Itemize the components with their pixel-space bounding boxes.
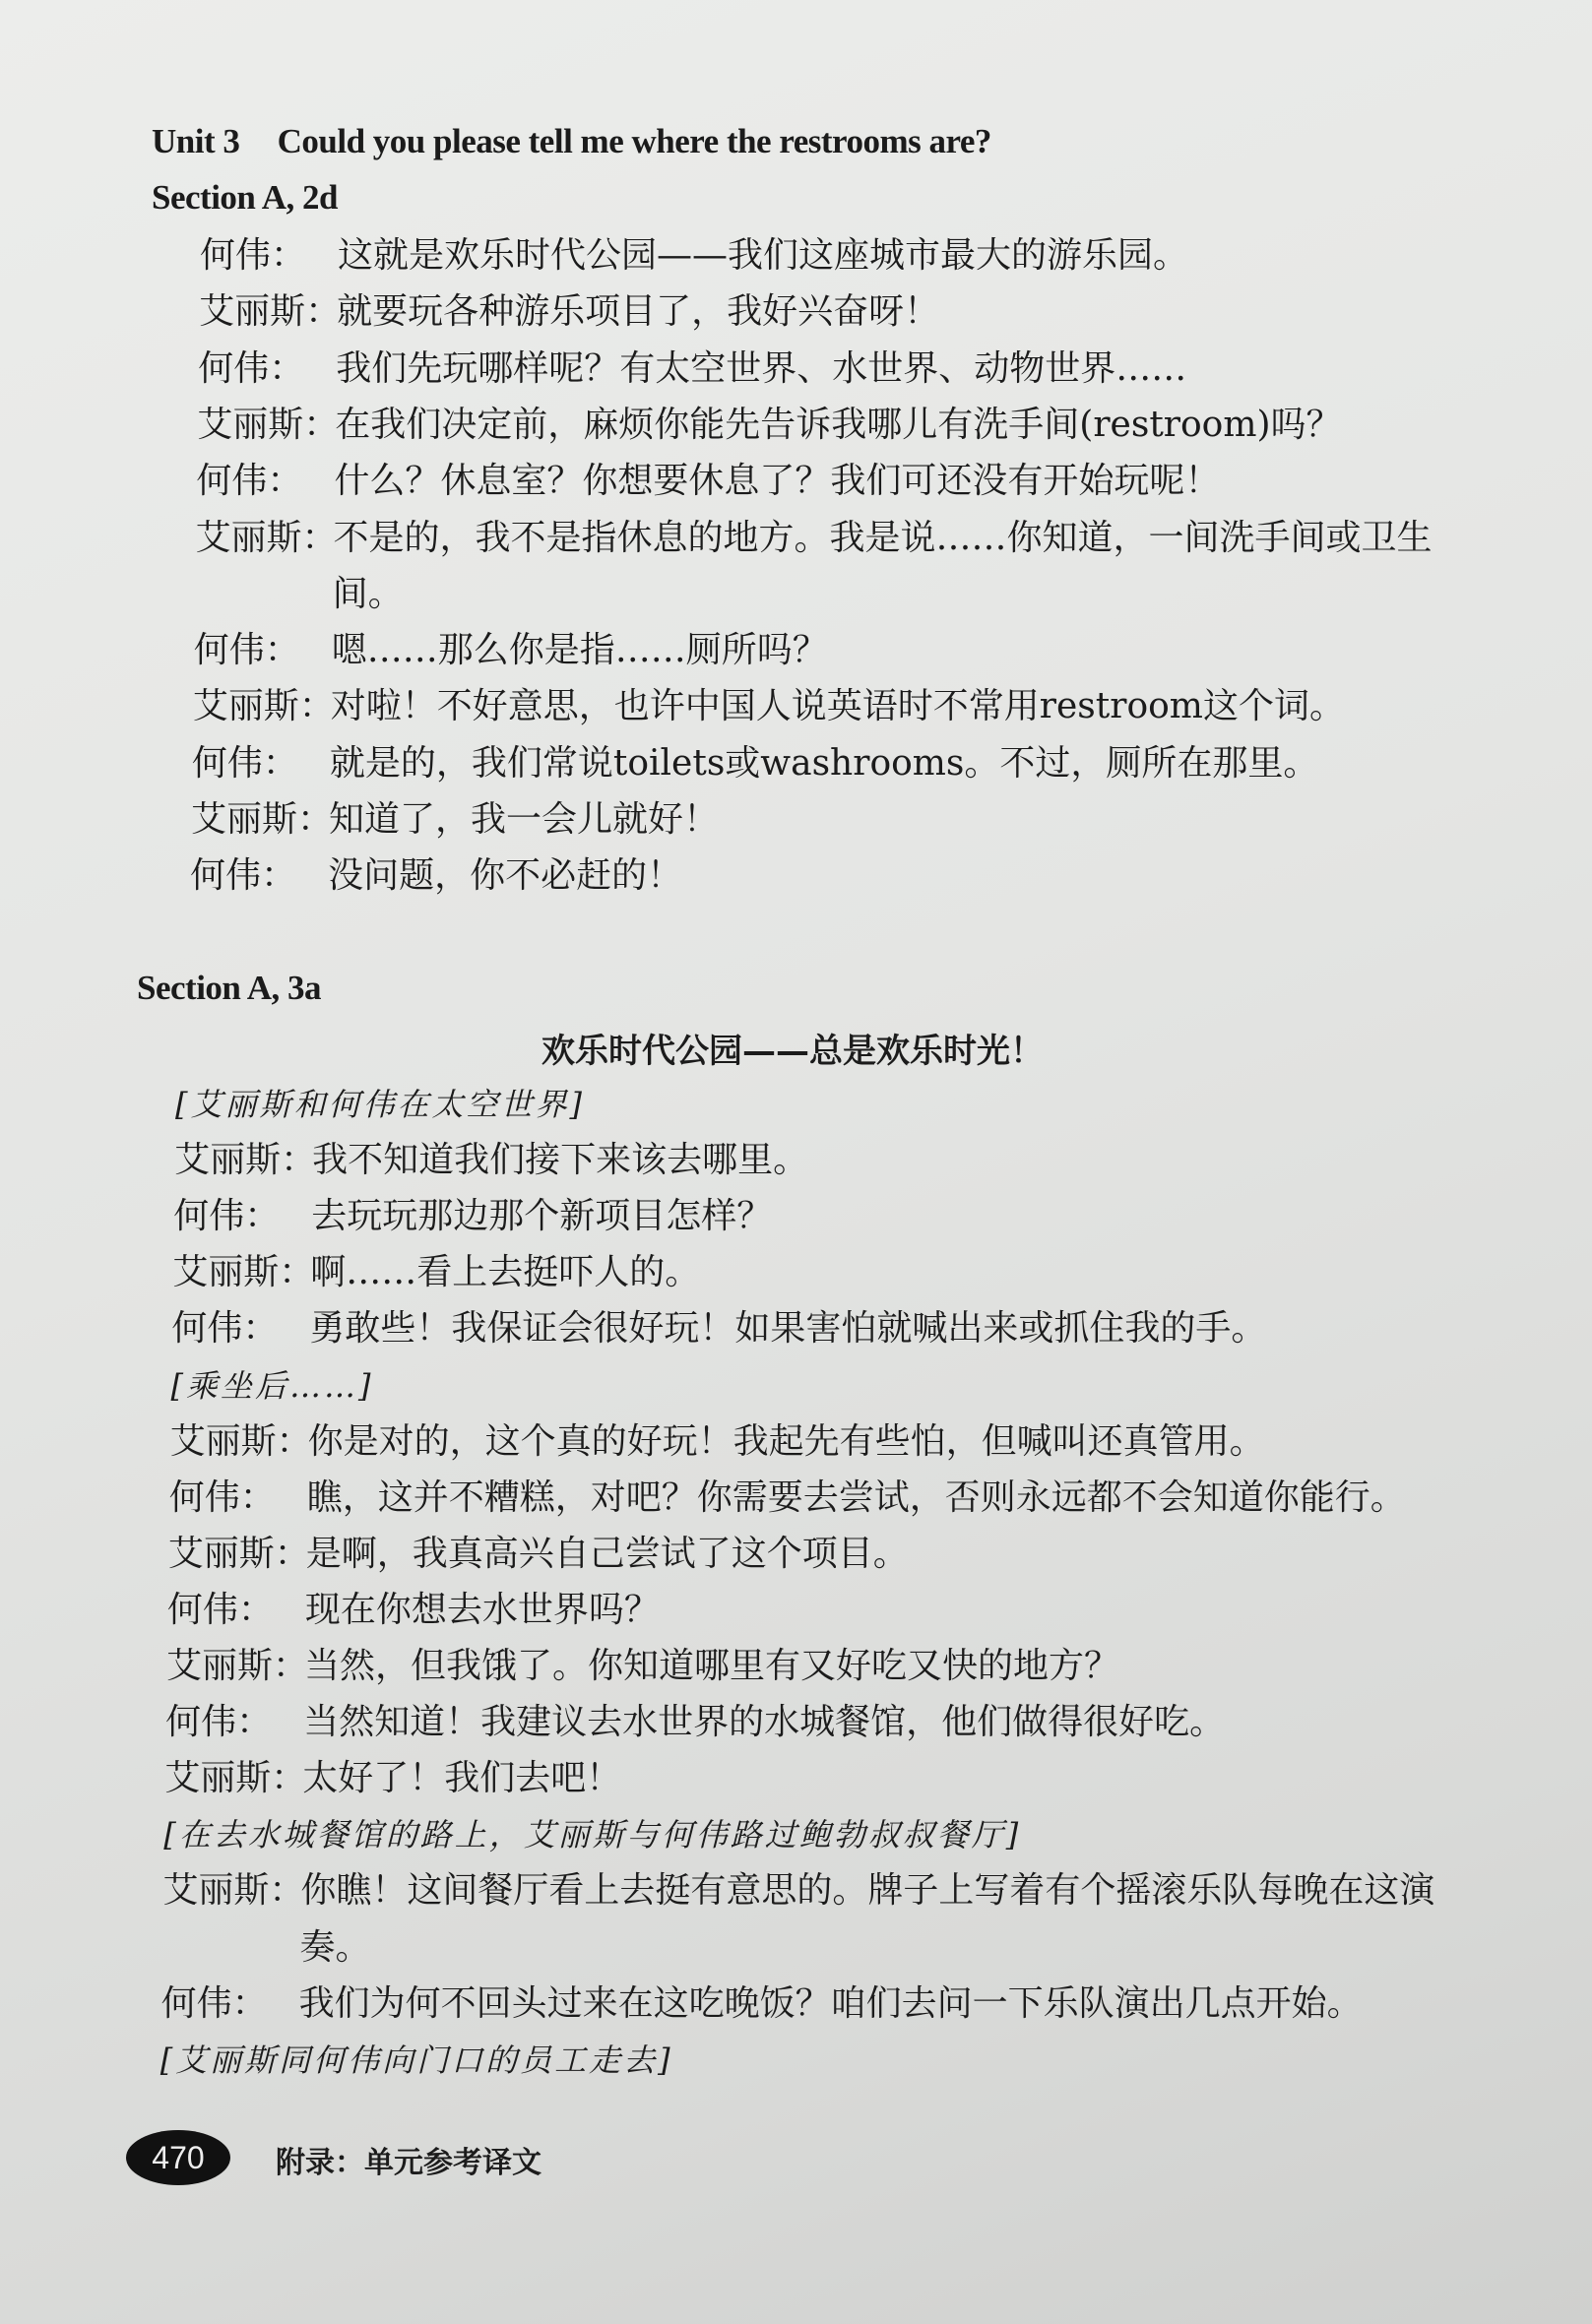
stage-direction-text: [乘坐后……] bbox=[170, 1366, 374, 1405]
dialogue-text: 当然，但我饿了。你知道哪里有又好吃又快的地方？ bbox=[304, 1646, 1120, 1686]
dialogue-text: 就要玩各种游乐项目了，我好兴奋呀！ bbox=[337, 291, 940, 333]
speaker-name: 艾丽斯： bbox=[164, 1758, 307, 1799]
stage-direction-text: [在去水城餐馆的路上，艾丽斯与何伟路过鲍勃叔叔餐厅] bbox=[163, 1816, 1022, 1854]
section1-heading: Section A, 2d bbox=[152, 178, 338, 217]
dialogue-text: 我们为何不回头过来在这吃晚饭？咱们去问一下乐队演出几点开始。 bbox=[298, 1982, 1363, 2024]
speaker-name: 何伟： bbox=[165, 1702, 273, 1743]
speaker-name: 艾丽斯： bbox=[162, 1870, 305, 1912]
stage-direction-text: [艾丽斯同何伟向门口的员工走去] bbox=[159, 2041, 673, 2079]
speaker-name: 何伟： bbox=[198, 347, 305, 389]
dialogue-text: 你瞧！这间餐厅看上去挺有意思的。牌子上写着有个摇滚乐队每晚在这演 bbox=[300, 1870, 1435, 1912]
speaker-name: 艾丽斯： bbox=[192, 686, 335, 727]
stage-direction bbox=[175, 1081, 585, 1128]
speaker-name: 艾丽斯： bbox=[195, 517, 338, 558]
stage-direction-text: [艾丽斯和何伟在太空世界] bbox=[175, 1086, 585, 1123]
dialogue-text: 这就是欢乐时代公园——我们这座城市最大的游乐园。 bbox=[338, 235, 1189, 276]
speaker-name: 何伟： bbox=[173, 1196, 281, 1237]
speaker-name: 何伟： bbox=[191, 742, 298, 784]
dialogue-text: 你是对的，这个真的好玩！我起先有些怕，但喊叫还真管用。 bbox=[307, 1420, 1265, 1462]
dialogue-text: 啊……看上去挺吓人的。 bbox=[310, 1252, 701, 1293]
speaker-name: 艾丽斯： bbox=[191, 799, 334, 840]
dialogue-text: 没问题，你不必赶的！ bbox=[328, 855, 683, 897]
dialogue-text: 是啊，我真高兴自己尝试了这个项目。 bbox=[305, 1533, 909, 1574]
speaker-name: 艾丽斯： bbox=[169, 1420, 312, 1462]
unit-question: Could you please tell me where the restrooms are? bbox=[277, 122, 991, 160]
stage-direction bbox=[171, 1362, 374, 1410]
dialogue-text: 太好了！我们去吧！ bbox=[302, 1758, 622, 1799]
unit-title bbox=[152, 122, 991, 161]
dialogue-text: 在我们决定前，麻烦你能先告诉我哪儿有洗手间(restroom)吗？ bbox=[335, 404, 1342, 445]
footer-label: 附录：单元参考译文 bbox=[276, 2146, 541, 2180]
speaker-name: 艾丽斯： bbox=[197, 404, 340, 445]
dialogue-text: 我不知道我们接下来该去哪里。 bbox=[312, 1140, 809, 1181]
dialogue-text: 我们先玩哪样呢？有太空世界、水世界、动物世界…… bbox=[336, 347, 1187, 389]
speaker-name: 何伟： bbox=[160, 1982, 268, 2024]
speaker-name: 艾丽斯： bbox=[167, 1533, 310, 1574]
dialogue-text: 就是的，我们常说toilets或washrooms。不过，厕所在那里。 bbox=[329, 742, 1319, 784]
dialogue-text: 嗯……那么你是指……厕所吗？ bbox=[331, 630, 828, 671]
speaker-name: 何伟： bbox=[166, 1589, 274, 1630]
speaker-name: 艾丽斯： bbox=[174, 1140, 317, 1181]
speaker-name: 何伟： bbox=[190, 855, 297, 897]
dialogue-text: 当然知道！我建议去水世界的水城餐馆，他们做得很好吃。 bbox=[303, 1702, 1226, 1743]
unit-number: Unit 3 bbox=[152, 122, 240, 160]
speaker-name: 艾丽斯： bbox=[172, 1252, 315, 1293]
speaker-name: 何伟： bbox=[196, 461, 303, 502]
speaker-name: 何伟： bbox=[193, 630, 300, 671]
stage-direction bbox=[163, 1811, 1021, 1858]
page-number: 470 bbox=[126, 2130, 230, 2185]
section2-title: 欢乐时代公园——总是欢乐时光！ bbox=[541, 1032, 1044, 1071]
speaker-name: 何伟： bbox=[168, 1476, 276, 1518]
dialogue-text: 对啦！不好意思，也许中国人说英语时不常用restroom这个词。 bbox=[330, 686, 1345, 727]
section2-heading: Section A, 3a bbox=[137, 969, 321, 1007]
speaker-name: 艾丽斯： bbox=[166, 1646, 309, 1686]
dialogue-text: 知道了，我一会儿就好！ bbox=[329, 799, 720, 840]
dialogue-text: 现在你想去水世界吗？ bbox=[304, 1589, 660, 1630]
dialogue-text: 不是的，我不是指休息的地方。我是说……你知道，一间洗手间或卫生 bbox=[333, 517, 1433, 558]
speaker-name: 何伟： bbox=[200, 235, 307, 276]
dialogue-text: 间。 bbox=[332, 573, 404, 614]
speaker-name: 艾丽斯： bbox=[199, 291, 342, 333]
dialogue-text: 什么？休息室？你想要休息了？我们可还没有开始玩呢！ bbox=[334, 461, 1221, 502]
dialogue-text: 瞧，这并不糟糕，对吧？你需要去尝试，否则永远都不会知道你能行。 bbox=[306, 1476, 1406, 1518]
speaker-name: 何伟： bbox=[171, 1308, 279, 1350]
stage-direction bbox=[160, 2037, 673, 2084]
dialogue-text: 勇敢些！我保证会很好玩！如果害怕就喊出来或抓住我的手。 bbox=[309, 1308, 1267, 1350]
dialogue-text: 去玩玩那边那个新项目怎样？ bbox=[311, 1196, 773, 1237]
dialogue-text: 奏。 bbox=[299, 1926, 371, 1968]
